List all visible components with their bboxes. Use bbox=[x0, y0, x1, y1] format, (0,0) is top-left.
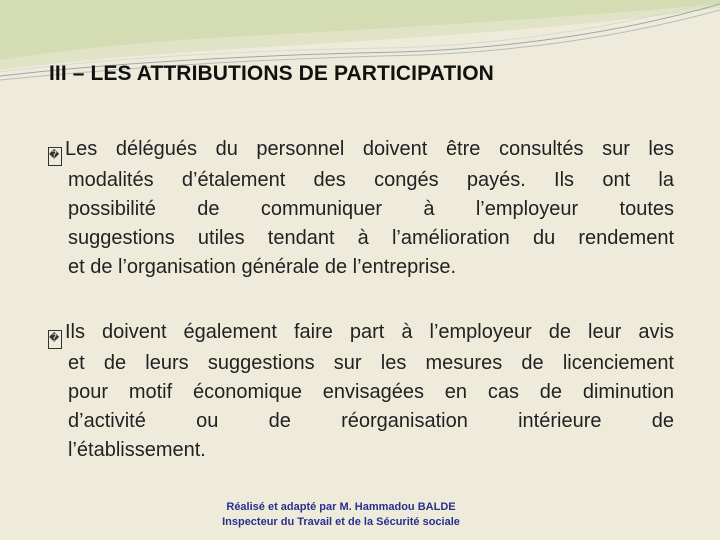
bullet-text: Ils doivent également faire part à l’employeur de leur avis bbox=[65, 321, 674, 343]
bullet-text: Les délégués du personnel doivent être consultés sur les bbox=[65, 138, 674, 160]
bullet-paragraph-1 bbox=[48, 135, 674, 282]
bullet-line: et de leurs suggestions sur les mesures de licenciement bbox=[68, 352, 674, 374]
bullet-line: et de l’organisation générale de l’entreprise. bbox=[68, 256, 457, 278]
bullet-line: possibilité de communiquer à l’employeur toutes bbox=[68, 198, 674, 220]
footer-author-line: Réalisé et adapté par M. Hammadou BALDE bbox=[226, 501, 456, 513]
slide-title: III – LES ATTRIBUTIONS DE PARTICIPATION bbox=[49, 62, 494, 85]
bullet-line: l’établissement. bbox=[68, 439, 206, 461]
bullet-line: d’activité ou de réorganisation intérieure de bbox=[68, 410, 674, 432]
bullet-paragraph-2 bbox=[48, 318, 674, 465]
bullet-line bbox=[48, 135, 674, 166]
bullet-line: modalités d’étalement des congés payés. Ils ont la bbox=[68, 169, 674, 191]
bullet-line: pour motif économique envisagées en cas de diminution bbox=[68, 381, 674, 403]
author-footer bbox=[200, 500, 482, 530]
missing-glyph-bullet-icon: � bbox=[48, 147, 62, 166]
missing-glyph-bullet-icon: � bbox=[48, 330, 62, 349]
bullet-line bbox=[48, 318, 674, 349]
footer-title-line: Inspecteur du Travail et de la Sécurité sociale bbox=[222, 516, 460, 528]
bullet-line: suggestions utiles tendant à l’amélioration du rendement bbox=[68, 227, 674, 249]
